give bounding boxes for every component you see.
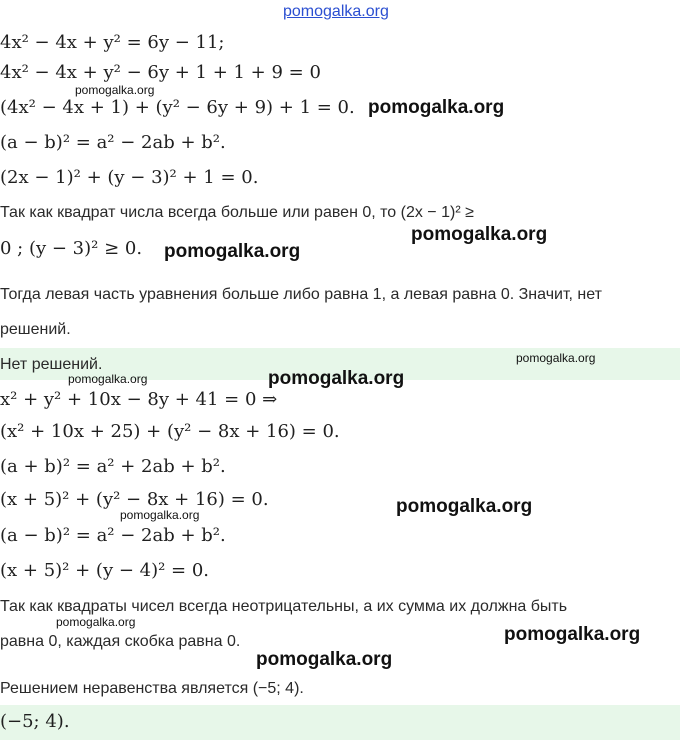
equation-line: (x + 5)² + (y − 4)² = 0. <box>0 560 210 581</box>
equation-line: 4x² − 4x + y² − 6y + 1 + 1 + 9 = 0 <box>0 62 321 83</box>
watermark: pomogalka.org <box>268 368 405 389</box>
explanation-text: Решением неравенства является (−5; 4). <box>0 680 304 697</box>
explanation-text: Тогда левая часть уравнения больше либо равна 1, а левая равна 0. Значит, нет <box>0 286 602 303</box>
header-watermark-link[interactable]: pomogalka.org <box>283 3 389 20</box>
watermark: pomogalka.org <box>256 649 393 670</box>
formula-line: (a − b)² = a² − 2ab + b². <box>0 132 226 153</box>
watermark: pomogalka.org <box>164 241 301 262</box>
equation-line: (2x − 1)² + (y − 3)² + 1 = 0. <box>0 167 259 188</box>
explanation-text: Так как квадраты чисел всегда неотрицательны, а их сумма их должна быть <box>0 598 568 615</box>
watermark: pomogalka.org <box>504 624 641 645</box>
explanation-text: равна 0, каждая скобка равна 0. <box>0 633 241 650</box>
watermark: pomogalka.org <box>68 372 148 386</box>
answer-text: Нет решений. <box>0 356 103 373</box>
watermark: pomogalka.org <box>516 351 596 365</box>
equation-line: (x² + 10x + 25) + (y² − 8x + 16) = 0. <box>0 421 340 442</box>
watermark: pomogalka.org <box>396 496 533 517</box>
equation-line: (x + 5)² + (y² − 8x + 16) = 0. <box>0 489 269 510</box>
answer-text: (−5; 4). <box>0 711 70 732</box>
answer-band <box>0 705 680 740</box>
equation-line: 4x² − 4x + y² = 6y − 11; <box>0 32 225 53</box>
explanation-text: решений. <box>0 321 71 338</box>
watermark: pomogalka.org <box>368 97 505 118</box>
equation-line: (4x² − 4x + 1) + (y² − 6y + 9) + 1 = 0. <box>0 97 355 118</box>
watermark: pomogalka.org <box>56 615 136 629</box>
equation-line: x² + y² + 10x − 8y + 41 = 0 ⇒ <box>0 389 278 410</box>
formula-line: (a − b)² = a² − 2ab + b². <box>0 525 226 546</box>
explanation-text: Так как квадрат числа всегда больше или равен 0, то (2x − 1)² ≥ <box>0 204 474 221</box>
formula-line: (a + b)² = a² + 2ab + b². <box>0 456 226 477</box>
watermark: pomogalka.org <box>120 508 200 522</box>
watermark: pomogalka.org <box>411 224 548 245</box>
inequality-line: 0 ; (y − 3)² ≥ 0. <box>0 238 143 259</box>
watermark: pomogalka.org <box>75 83 155 97</box>
